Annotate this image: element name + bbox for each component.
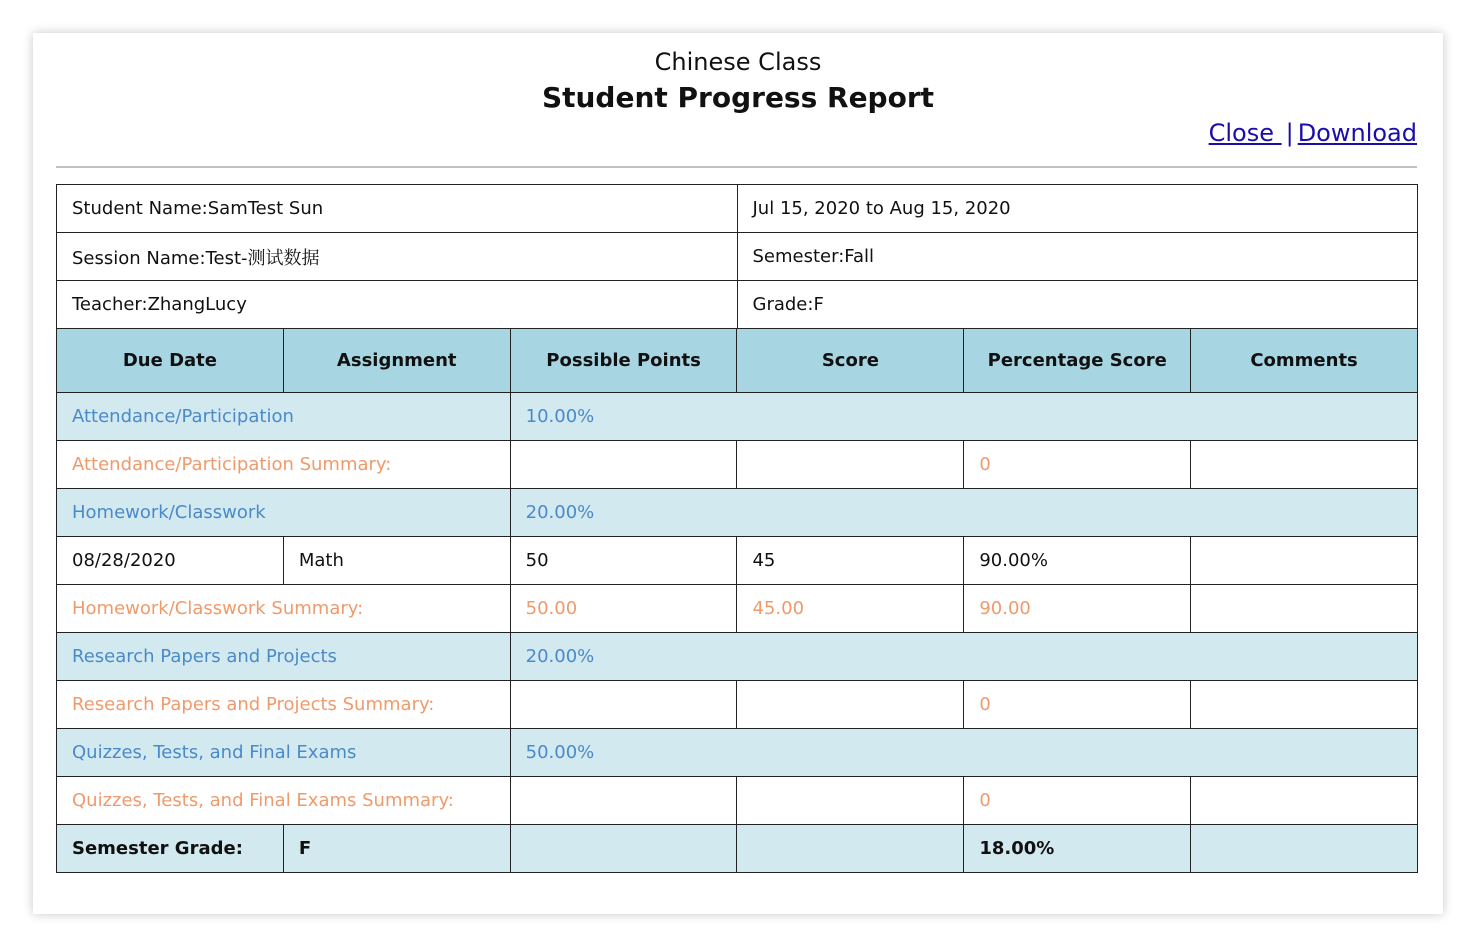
link-separator: |	[1285, 119, 1294, 147]
action-links	[1209, 119, 1417, 147]
header-percentage-score: Percentage Score	[964, 329, 1191, 393]
header-possible-points: Possible Points	[510, 329, 737, 393]
category-weight: 20.00%	[510, 633, 1417, 681]
summary-score	[737, 777, 964, 825]
category-row	[57, 489, 1418, 537]
summary-comments	[1191, 585, 1418, 633]
summary-percentage: 0	[964, 777, 1191, 825]
semester: Semester:Fall	[737, 233, 1418, 281]
assignment-cell: Math	[283, 537, 510, 585]
grades-table	[56, 328, 1418, 873]
empty-cell	[510, 825, 737, 873]
summary-label: Attendance/Participation Summary:	[57, 441, 511, 489]
report-card	[33, 33, 1443, 914]
summary-possible-points: 50.00	[510, 585, 737, 633]
student-name: Student Name:SamTest Sun	[57, 185, 738, 233]
header-due-date: Due Date	[57, 329, 284, 393]
summary-percentage: 90.00	[964, 585, 1191, 633]
date-range: Jul 15, 2020 to Aug 15, 2020	[737, 185, 1418, 233]
comments-cell	[1191, 537, 1418, 585]
summary-percentage: 0	[964, 441, 1191, 489]
category-row	[57, 393, 1418, 441]
header-assignment: Assignment	[283, 329, 510, 393]
close-link[interactable]: Close	[1208, 119, 1282, 147]
semester-grade-row	[57, 825, 1418, 873]
semester-grade-value: F	[283, 825, 510, 873]
summary-label: Research Papers and Projects Summary:	[57, 681, 511, 729]
table-header-row	[57, 329, 1418, 393]
due-date-cell: 08/28/2020	[57, 537, 284, 585]
empty-cell	[1191, 825, 1418, 873]
semester-grade-percentage: 18.00%	[964, 825, 1191, 873]
summary-comments	[1191, 777, 1418, 825]
summary-comments	[1191, 441, 1418, 489]
summary-percentage: 0	[964, 681, 1191, 729]
summary-possible-points	[510, 777, 737, 825]
category-weight: 20.00%	[510, 489, 1417, 537]
empty-cell	[737, 825, 964, 873]
divider	[56, 166, 1417, 168]
summary-possible-points	[510, 441, 737, 489]
summary-label: Homework/Classwork Summary:	[57, 585, 511, 633]
summary-row	[57, 681, 1418, 729]
category-label: Quizzes, Tests, and Final Exams	[57, 729, 511, 777]
summary-row	[57, 777, 1418, 825]
summary-score: 45.00	[737, 585, 964, 633]
download-link[interactable]: Download	[1297, 119, 1417, 147]
grades-table-body	[57, 393, 1418, 825]
teacher: Teacher:ZhangLucy	[57, 281, 738, 329]
page-title: Student Progress Report	[541, 81, 935, 114]
summary-comments	[1191, 681, 1418, 729]
score-cell: 45	[737, 537, 964, 585]
session-name: Session Name:Test-测试数据	[57, 233, 738, 281]
student-info-table	[56, 184, 1418, 329]
header-comments: Comments	[1191, 329, 1418, 393]
summary-score	[737, 681, 964, 729]
summary-label: Quizzes, Tests, and Final Exams Summary:	[57, 777, 511, 825]
class-name: Chinese Class	[654, 48, 822, 76]
summary-possible-points	[510, 681, 737, 729]
category-weight: 10.00%	[510, 393, 1417, 441]
percentage-cell: 90.00%	[964, 537, 1191, 585]
category-label: Homework/Classwork	[57, 489, 511, 537]
category-label: Research Papers and Projects	[57, 633, 511, 681]
category-weight: 50.00%	[510, 729, 1417, 777]
summary-row	[57, 441, 1418, 489]
summary-score	[737, 441, 964, 489]
semester-grade-label: Semester Grade:	[57, 825, 284, 873]
category-row	[57, 633, 1418, 681]
category-label: Attendance/Participation	[57, 393, 511, 441]
grade: Grade:F	[737, 281, 1418, 329]
category-row	[57, 729, 1418, 777]
header-score: Score	[737, 329, 964, 393]
possible-points-cell: 50	[510, 537, 737, 585]
table-row	[57, 537, 1418, 585]
summary-row	[57, 585, 1418, 633]
